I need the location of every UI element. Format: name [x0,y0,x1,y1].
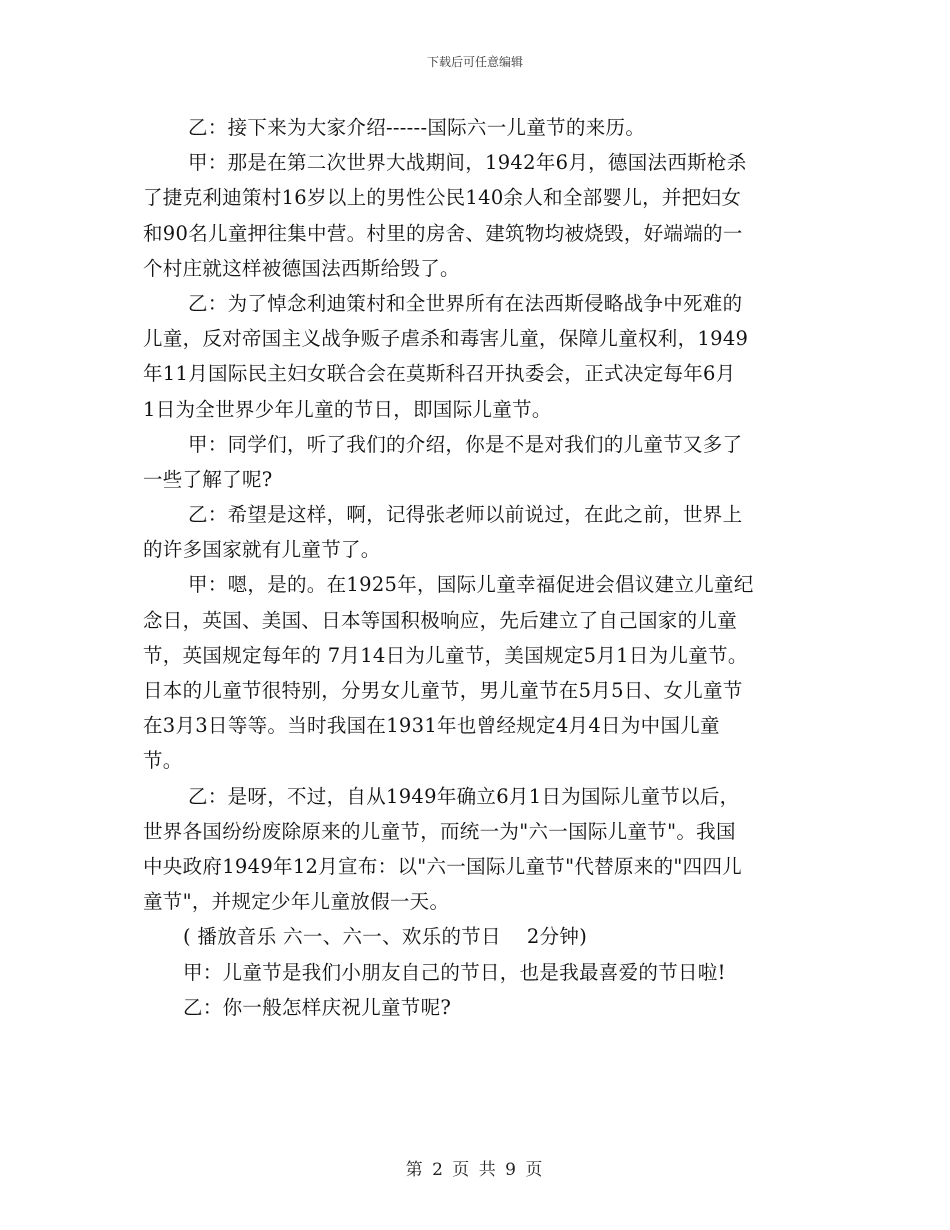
text-line: 一些了解了呢? [143,467,273,491]
text-line: 世界各国纷纷废除原来的儿童节，而统一为"六一国际儿童节"。我国 [143,819,736,843]
text-line: 在3月3日等等。当时我国在1931年也曾经规定4月4日为中国儿童 [143,714,720,738]
text-line: 念日，英国、美国、日本等国积极响应，先后建立了自己国家的儿童 [143,608,738,632]
text-line: 年11月国际民主妇女联合会在莫斯科召开执委会，正式决定每年6月 [143,362,736,386]
text-line: 乙：接下来为大家介绍------国际六一儿童节的来历。 [188,116,646,139]
document-body [143,110,813,1025]
text-line: 节。 [143,749,183,773]
text-line: 1日为全世界少年儿童的节日，即国际儿童节。 [143,397,552,421]
text-line: 乙：你一般怎样庆祝儿童节呢? [183,995,452,1019]
text-line: 乙：是呀，不过，自从1949年确立6月1日为国际儿童节以后， [188,784,740,808]
text-line: 个村庄就这样被德国法西斯给毁了。 [143,256,460,280]
text-line: 乙：为了悼念利迪策村和全世界所有在法西斯侵略战争中死难的 [188,291,743,315]
text-line: 了捷克利迪策村16岁以上的男性公民140余人和全部婴儿，并把妇女 [143,186,742,210]
text-line: 的许多国家就有儿童节了。 [143,538,381,562]
text-line: 甲：嗯，是的。在1925年，国际儿童幸福促进会倡议建立儿童纪 [188,573,754,597]
page-footer: 第 2 页 共 9 页 [405,1160,545,1180]
text-line: 中央政府1949年12月宣布：以"六一国际儿童节"代替原来的"四四儿 [143,854,743,878]
text-line: 甲：儿童节是我们小朋友自己的节日，也是我最喜爱的节日啦! [183,960,726,984]
text-line: 日本的儿童节很特别，分男女儿童节，男儿童节在5月5日、女儿童节 [143,679,743,702]
page-header: 下载后可任意编辑 [426,55,523,69]
text-line: 乙：希望是这样，啊，记得张老师以前说过，在此之前，世界上 [188,503,743,527]
text-line: 甲：那是在第二次世界大战期间，1942年6月，德国法西斯枪杀 [188,151,747,175]
text-line: 儿童，反对帝国主义战争贩子虐杀和毒害儿童，保障儿童权利，1949 [143,327,749,351]
text-line: 和90名儿童押往集中营。村里的房舍、建筑物均被烧毁，好端端的一 [143,221,743,245]
text-line: 童节"，并规定少年儿童放假一天。 [143,890,450,914]
text-line: 甲：同学们，听了我们的介绍，你是不是对我们的儿童节又多了 [188,432,743,456]
text-line: 节，英国规定每年的 7月14日为儿童节，美国规定5月1日为儿童节。 [143,643,748,667]
text-line: ( 播放音乐 六一、六一、欢乐的节日 2分钟) [183,925,588,949]
